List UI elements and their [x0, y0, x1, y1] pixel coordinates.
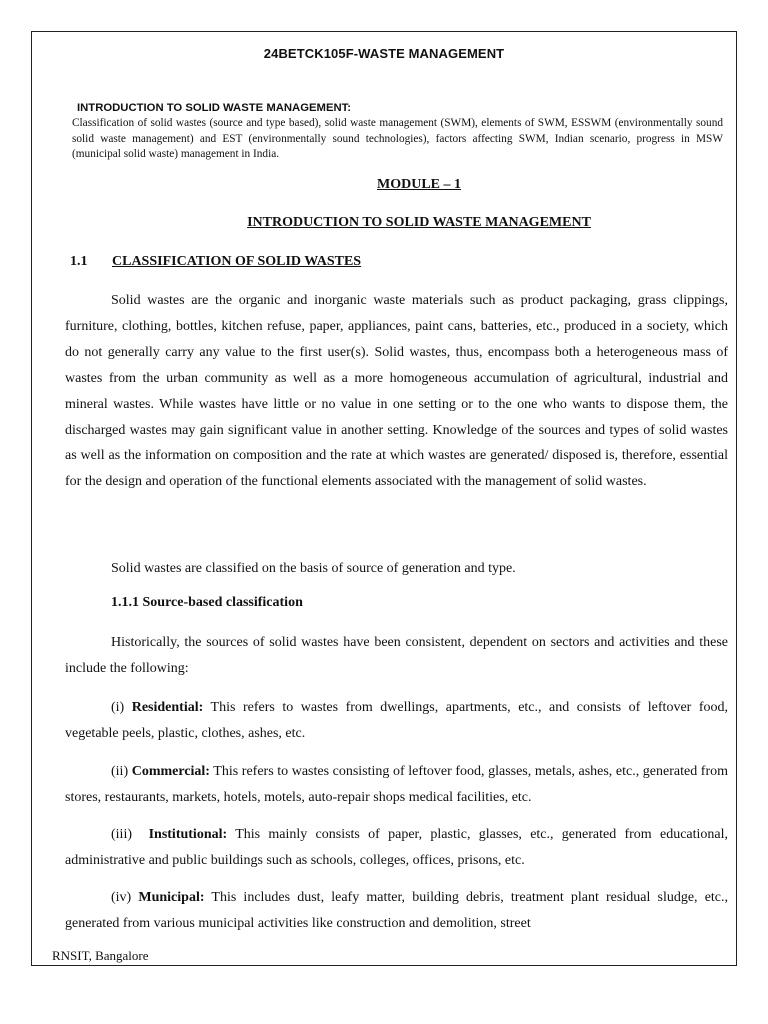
- list-item-commercial: [65, 759, 728, 811]
- section-number: 1.1: [70, 254, 88, 269]
- item-prefix: (iv): [111, 890, 139, 905]
- list-item-institutional: [65, 822, 728, 874]
- item-label: Institutional:: [148, 827, 228, 842]
- module-title: MODULE – 1: [377, 177, 461, 192]
- list-item-residential: [65, 695, 728, 747]
- item-prefix: (i): [111, 700, 132, 715]
- page-footer: RNSIT, Bangalore: [52, 948, 149, 963]
- item-label: Residential:: [131, 700, 204, 715]
- item-prefix: (ii): [111, 764, 132, 779]
- intro-summary: [72, 101, 723, 163]
- paragraph-classification-basis: Solid wastes are classified on the basis of source of generation and type.: [111, 561, 516, 576]
- item-text: This refers to wastes from dwellings, apartments, etc., and consists of leftover food, vegetable peels, plastic, clothes, ashes, etc.: [65, 700, 728, 741]
- chapter-title: INTRODUCTION TO SOLID WASTE MANAGEMENT: [247, 215, 591, 230]
- item-text: This includes dust, leafy matter, building debris, treatment plant residual sludge, etc., generated from various municipal activities like construction and demolition, street: [65, 890, 728, 931]
- item-label: Municipal:: [138, 890, 205, 905]
- item-text: This mainly consists of paper, plastic, glasses, etc., generated from educational, administrative and public buildings such as schools, colleges, offices, prisons, etc.: [65, 827, 729, 868]
- paragraph-solid-wastes-definition: Solid wastes are the organic and inorganic waste materials such as product packaging, grass clippings, furniture, clothing, bottles, kitchen refuse, paper, appliances, paint cans, batteries, etc., produced in a society, which do not generally carry any value to the first user(s). Solid wastes, thus, encompass both a heterogeneous mass of wastes from the urban community as well as a more homogeneous accumulation of agricultural, industrial and mineral wastes. While wastes have little or no value in one setting or to the one who wants to dispose them, the discharged wastes may gain significant value in another setting. Knowledge of the sources and types of solid wastes as well as the information on composition and the rate at which wastes are generated/ disposed is, therefore, essential for the design and operation of the functional elements associated with the management of solid wastes.: [65, 293, 728, 490]
- intro-heading: INTRODUCTION TO SOLID WASTE MANAGEMENT:: [77, 102, 352, 114]
- paragraph-sources-history: Historically, the sources of solid wastes have been consistent, dependent on sectors and activities and these include the following:: [65, 635, 728, 676]
- subsection-title: 1.1.1 Source-based classification: [111, 595, 303, 610]
- list-item-municipal: [65, 885, 728, 937]
- item-prefix: (iii): [111, 827, 149, 842]
- section-title: CLASSIFICATION OF SOLID WASTES: [112, 254, 362, 269]
- item-text: This refers to wastes consisting of leftover food, glasses, metals, ashes, etc., generated from stores, restaurants, markets, hotels, motels, auto-repair shops medical facilities, etc.: [65, 764, 728, 805]
- intro-text: Classification of solid wastes (source and type based), solid waste management (SWM), elements of SWM, ESSWM (environmentally sound solid waste management) and EST (environmentally sound technologies), factors affecting SWM, Indian scenario, progress in MSW (municipal solid waste) management in India.: [72, 117, 723, 161]
- course-code-header: 24BETCK105F-WASTE MANAGEMENT: [263, 46, 505, 61]
- item-label: Commercial:: [131, 764, 210, 779]
